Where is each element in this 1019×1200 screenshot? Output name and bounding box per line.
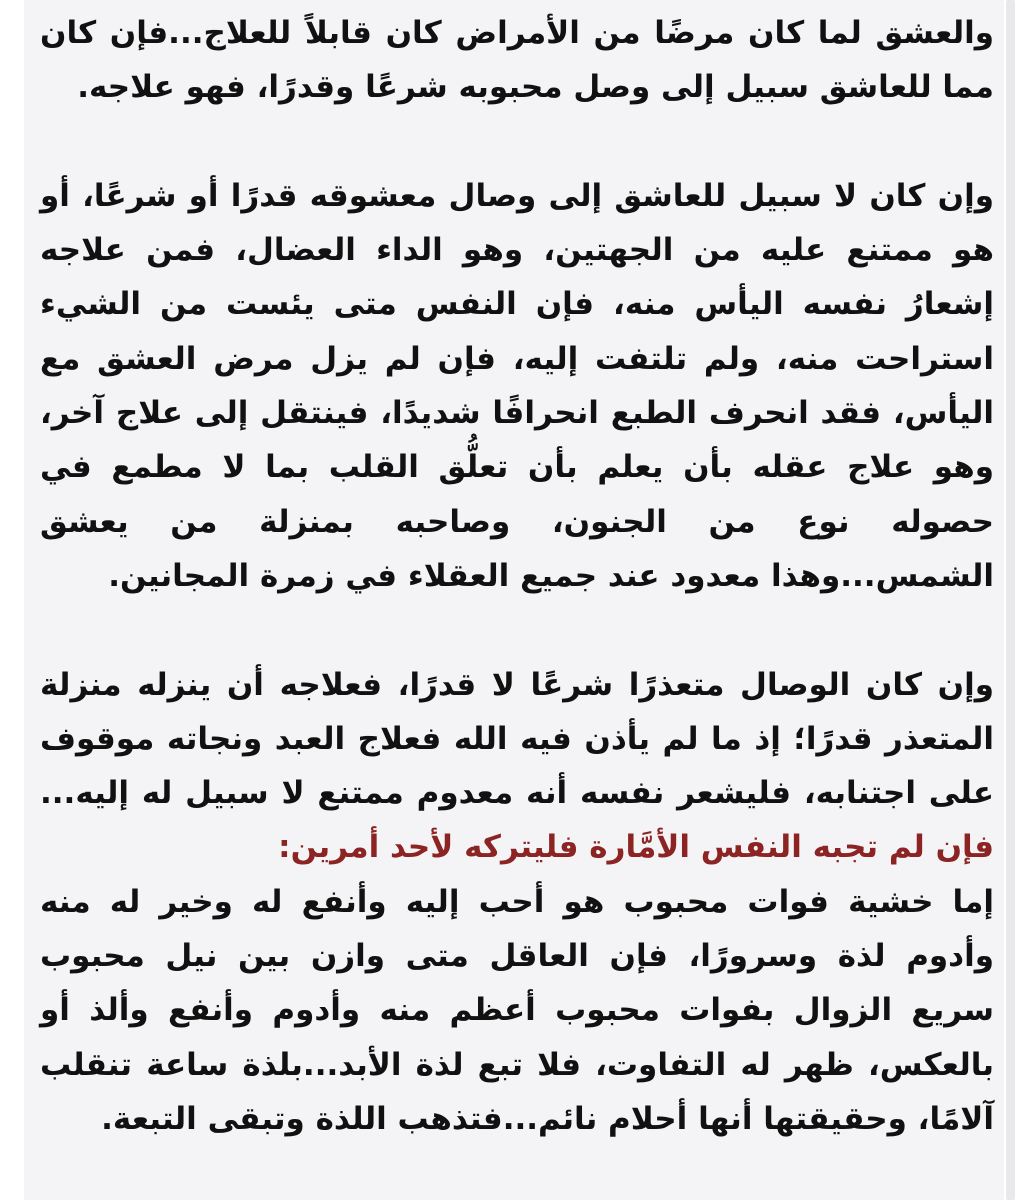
highlighted-heading: فإن لم تجبه النفس الأمَّارة فليتركه لأحد أمرين:	[278, 829, 994, 866]
paragraph-2: وإن كان لا سبيل للعاشق إلى وصال معشوقه قدرًا أو شرعًا، أو هو ممتنع عليه من الجهتين، وهو الداء العضال، فمن علاجه إشعارُ نفسه اليأس منه، فإن النفس متى يئست من الشيء استراحت منه، ولم تلتفت إليه، فإن لم يزل مرض العشق مع اليأس، فقد انحرف الطبع انحرافًا شديدًا، فينتقل إلى علاج آخر، وهو علاج عقله بأن يعلم بأن تعلُّق القلب بما لا مطمع في حصوله نوع من الجنون، وصاحبه بمنزلة من يعشق الشمس...وهذا معدود عند جميع العقلاء في زمرة المجانين.	[40, 177, 994, 594]
paragraph-spacer	[40, 115, 994, 169]
paragraph-3-intro: وإن كان الوصال متعذرًا شرعًا لا قدرًا، فعلاجه أن ينزله منزلة المتعذر قدرًا؛ إذ ما لم يأذن فيه الله فعلاج العبد ونجاته موقوف على اجتنابه، فليشعر نفسه أنه معدوم ممتنع لا سبيل له إليه...	[40, 666, 994, 812]
article-body	[40, 6, 994, 1146]
scrollbar-thumb[interactable]	[1006, 0, 1015, 1200]
paragraph-spacer	[40, 603, 994, 657]
paragraph-3-continuation: إما خشية فوات محبوب هو أحب إليه وأنفع له وخير له منه وأدوم لذة وسرورًا، فإن العاقل متى وازن بين نيل محبوب سريع الزوال بفوات محبوب أعظم منه وأدوم وأنفع وألذ أو بالعكس، ظهر له التفاوت، فلا تبع لذة الأبد...بلذة ساعة تنقلب آلامًا، وحقيقتها أنها أحلام نائم...فتذهب اللذة وتبقى التبعة.	[40, 883, 994, 1137]
paragraph-1: والعشق لما كان مرضًا من الأمراض كان قابلاً للعلاج...فإن كان مما للعاشق سبيل إلى وصل محبوبه شرعًا وقدرًا، فهو علاجه.	[40, 15, 994, 106]
paragraph-3	[40, 658, 994, 1147]
